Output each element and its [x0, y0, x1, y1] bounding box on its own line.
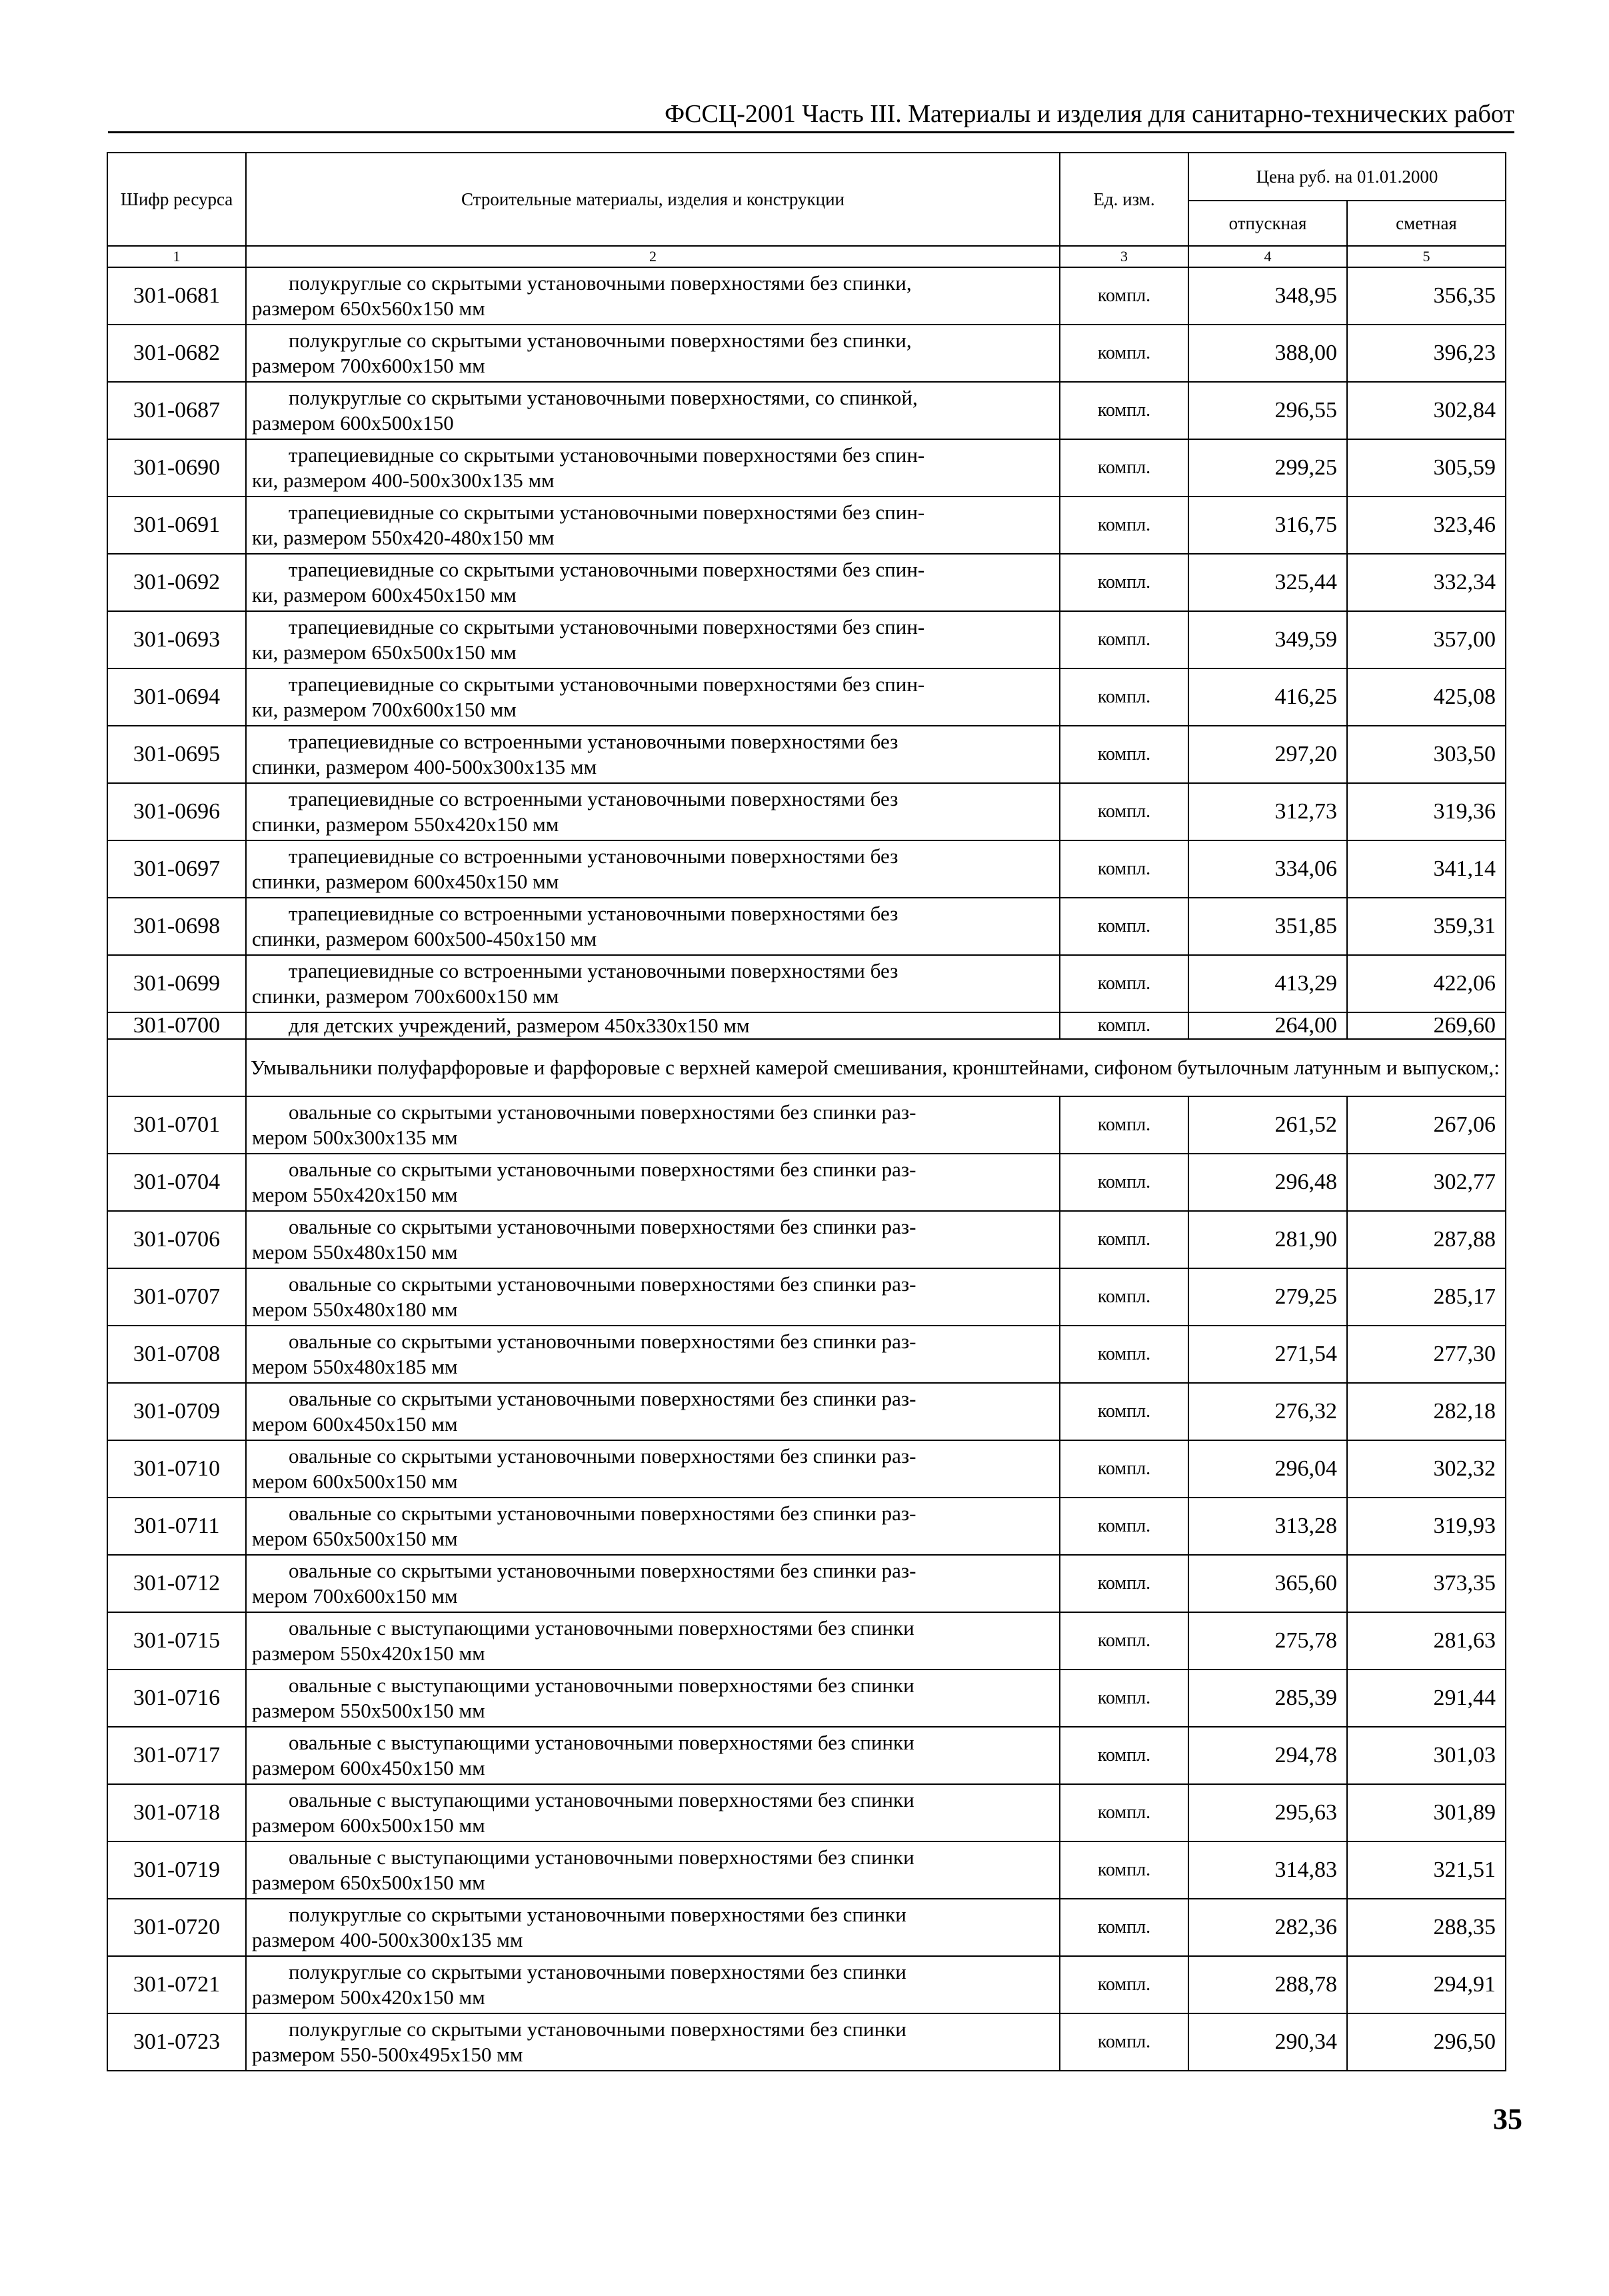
resource-code: 301-0681	[107, 267, 246, 325]
table-row	[107, 1154, 1506, 1211]
price-release-cell: 281,90	[1188, 1211, 1347, 1268]
unit-cell: компл.	[1060, 726, 1188, 783]
description-line: размером 600х450х150 мм	[252, 1756, 485, 1779]
resource-code: 301-0687	[107, 382, 246, 439]
description-line: мером 550х420х150 мм	[252, 1183, 458, 1206]
price-release-cell: 413,29	[1188, 955, 1347, 1012]
description-line: трапециевидные со встроенными установочными поверхностями без	[289, 959, 898, 982]
table-body-part2	[107, 1096, 1506, 2071]
table-row	[107, 1268, 1506, 1326]
description-line: трапециевидные со скрытыми установочными поверхностями без спин-	[289, 672, 925, 696]
description-line: мером 600х500х150 мм	[252, 1470, 458, 1493]
unit-cell: компл.	[1060, 611, 1188, 668]
resource-description	[246, 1555, 1060, 1612]
resource-code: 301-0696	[107, 783, 246, 840]
resource-code: 301-0693	[107, 611, 246, 668]
table-row	[107, 1555, 1506, 1612]
resource-description	[246, 1096, 1060, 1154]
unit-cell: компл.	[1060, 325, 1188, 382]
table-row	[107, 439, 1506, 497]
resource-code: 301-0682	[107, 325, 246, 382]
price-release-cell: 299,25	[1188, 439, 1347, 497]
unit-cell: компл.	[1060, 1670, 1188, 1727]
table-row	[107, 1899, 1506, 1956]
resource-description	[246, 898, 1060, 955]
resource-description	[246, 1899, 1060, 1956]
resource-code: 301-0697	[107, 840, 246, 898]
price-estimate-cell: 373,35	[1347, 1555, 1506, 1612]
resource-description	[246, 783, 1060, 840]
resource-description	[246, 1211, 1060, 1268]
description-line: спинки, размером 700х600х150 мм	[252, 984, 559, 1008]
resource-code: 301-0699	[107, 955, 246, 1012]
table-row	[107, 1498, 1506, 1555]
table-body-part1	[107, 267, 1506, 1012]
price-release-cell: 296,04	[1188, 1440, 1347, 1498]
price-estimate-cell: 359,31	[1347, 898, 1506, 955]
table-row	[107, 1612, 1506, 1670]
unit-cell: компл.	[1060, 1383, 1188, 1440]
resource-code: 301-0695	[107, 726, 246, 783]
description-line: полукруглые со скрытыми установочными поверхностями без спинки	[289, 2017, 906, 2041]
description-line: трапециевидные со скрытыми установочными поверхностями без спин-	[289, 443, 925, 467]
unit-cell: компл.	[1060, 1096, 1188, 1154]
description-line: мером 550х480х185 мм	[252, 1355, 458, 1378]
price-estimate-cell: 277,30	[1347, 1326, 1506, 1383]
resource-description	[246, 955, 1060, 1012]
description-line: овальные со скрытыми установочными поверхностями без спинки раз-	[289, 1330, 916, 1353]
unit-cell: компл.	[1060, 668, 1188, 726]
header-unit: Ед. изм.	[1060, 153, 1188, 246]
price-release-cell: 313,28	[1188, 1498, 1347, 1555]
price-release-cell: 297,20	[1188, 726, 1347, 783]
unit-cell: компл.	[1060, 267, 1188, 325]
page-number: 35	[1493, 2103, 1522, 2135]
column-number: 5	[1347, 246, 1506, 267]
resource-code: 301-0706	[107, 1211, 246, 1268]
price-estimate-cell: 305,59	[1347, 439, 1506, 497]
price-release-cell: 325,44	[1188, 554, 1347, 611]
description-line: овальные с выступающими установочными поверхностями без спинки	[289, 1731, 914, 1754]
resource-code: 301-0711	[107, 1498, 246, 1555]
resource-code: 301-0707	[107, 1268, 246, 1326]
resource-description	[246, 497, 1060, 554]
resource-description	[246, 2013, 1060, 2071]
unit-cell: компл.	[1060, 1727, 1188, 1784]
description-line: спинки, размером 600х450х150 мм	[252, 870, 559, 893]
description-line: мером 550х480х180 мм	[252, 1298, 458, 1321]
price-release-cell: 264,00	[1188, 1012, 1347, 1039]
price-estimate-cell: 302,84	[1347, 382, 1506, 439]
table-row	[107, 783, 1506, 840]
resource-code: 301-0716	[107, 1670, 246, 1727]
resource-description	[246, 267, 1060, 325]
group-code-empty	[107, 1039, 246, 1096]
header-price-estimate: сметная	[1347, 201, 1506, 246]
description-line: овальные со скрытыми установочными поверхностями без спинки раз-	[289, 1559, 916, 1582]
price-release-cell: 288,78	[1188, 1956, 1347, 2013]
price-estimate-cell: 288,35	[1347, 1899, 1506, 1956]
table-row	[107, 1440, 1506, 1498]
price-estimate-cell: 302,77	[1347, 1154, 1506, 1211]
table-row	[107, 955, 1506, 1012]
header-description: Строительные материалы, изделия и конструкции	[246, 153, 1060, 246]
description-line: размером 650х560х150 мм	[252, 297, 485, 320]
resource-description	[246, 1956, 1060, 2013]
price-release-cell: 279,25	[1188, 1268, 1347, 1326]
resource-description	[246, 554, 1060, 611]
description-line: спинки, размером 400-500х300х135 мм	[252, 755, 597, 778]
resource-description	[246, 1784, 1060, 1841]
unit-cell: компл.	[1060, 1498, 1188, 1555]
description-line: овальные со скрытыми установочными поверхностями без спинки раз-	[289, 1387, 916, 1410]
group-heading: Умывальники полуфарфоровые и фарфоровые с верхней камерой смешивания, кронштейнами, сифоном бутылочным латунным и выпуском,:	[246, 1039, 1506, 1096]
price-estimate-cell: 291,44	[1347, 1670, 1506, 1727]
description-line: овальные с выступающими установочными поверхностями без спинки	[289, 1845, 914, 1869]
price-release-cell: 351,85	[1188, 898, 1347, 955]
price-release-cell: 316,75	[1188, 497, 1347, 554]
price-estimate-cell: 321,51	[1347, 1841, 1506, 1899]
table-row	[107, 267, 1506, 325]
unit-cell: компл.	[1060, 1211, 1188, 1268]
unit-cell: компл.	[1060, 1440, 1188, 1498]
description-line: полукруглые со скрытыми установочными поверхностями без спинки	[289, 1960, 906, 1983]
table-row	[107, 497, 1506, 554]
table-row	[107, 840, 1506, 898]
unit-cell: компл.	[1060, 2013, 1188, 2071]
table-row	[107, 1326, 1506, 1383]
group-heading-row	[107, 1039, 1506, 1096]
resource-code: 301-0723	[107, 2013, 246, 2071]
resource-code: 301-0718	[107, 1784, 246, 1841]
description-line: ки, размером 600х450х150 мм	[252, 583, 517, 606]
table-row	[107, 1841, 1506, 1899]
price-estimate-cell: 294,91	[1347, 1956, 1506, 2013]
resource-description	[246, 726, 1060, 783]
description-line: размером 500х420х150 мм	[252, 1985, 485, 2009]
description-line: трапециевидные со встроенными установочными поверхностями без	[289, 787, 898, 810]
table-row	[107, 1383, 1506, 1440]
unit-cell: компл.	[1060, 1784, 1188, 1841]
resource-code: 301-0691	[107, 497, 246, 554]
unit-cell: компл.	[1060, 1154, 1188, 1211]
description-line: размером 650х500х150 мм	[252, 1871, 485, 1894]
resource-code: 301-0719	[107, 1841, 246, 1899]
resource-price-table	[107, 152, 1506, 2071]
unit-cell: компл.	[1060, 1555, 1188, 1612]
price-estimate-cell: 302,32	[1347, 1440, 1506, 1498]
unit-cell: компл.	[1060, 382, 1188, 439]
resource-description	[246, 382, 1060, 439]
price-release-cell: 296,55	[1188, 382, 1347, 439]
resource-description	[246, 1326, 1060, 1383]
description-line: размером 550х500х150 мм	[252, 1699, 485, 1722]
header-price-release: отпускная	[1188, 201, 1347, 246]
price-release-cell: 348,95	[1188, 267, 1347, 325]
description-line: мером 650х500х150 мм	[252, 1527, 458, 1550]
description-line: овальные со скрытыми установочными поверхностями без спинки раз-	[289, 1444, 916, 1468]
unit-cell: компл.	[1060, 1326, 1188, 1383]
unit-cell: компл.	[1060, 840, 1188, 898]
column-number: 4	[1188, 246, 1347, 267]
description-line: овальные со скрытыми установочными поверхностями без спинки раз-	[289, 1272, 916, 1296]
unit-cell: компл.	[1060, 554, 1188, 611]
table-row	[107, 2013, 1506, 2071]
resource-code: 301-0704	[107, 1154, 246, 1211]
header-code: Шифр ресурса	[107, 153, 246, 246]
price-release-cell: 271,54	[1188, 1326, 1347, 1383]
description-line: овальные со скрытыми установочными поверхностями без спинки раз-	[289, 1215, 916, 1238]
table-row	[107, 554, 1506, 611]
price-release-cell: 296,48	[1188, 1154, 1347, 1211]
resource-description	[246, 840, 1060, 898]
resource-description	[246, 668, 1060, 726]
price-estimate-cell: 422,06	[1347, 955, 1506, 1012]
description-line: размером 550-500х495х150 мм	[252, 2043, 523, 2066]
price-estimate-cell: 357,00	[1347, 611, 1506, 668]
description-line: спинки, размером 550х420х150 мм	[252, 812, 559, 836]
resource-description	[246, 1154, 1060, 1211]
description-line: для детских учреждений, размером 450х330х150 мм	[289, 1014, 750, 1037]
resource-code: 301-0709	[107, 1383, 246, 1440]
table-row	[107, 1784, 1506, 1841]
description-line: ки, размером 550х420-480х150 мм	[252, 526, 555, 549]
table-row	[107, 382, 1506, 439]
unit-cell: компл.	[1060, 1899, 1188, 1956]
price-estimate-cell: 396,23	[1347, 325, 1506, 382]
description-line: овальные с выступающими установочными поверхностями без спинки	[289, 1616, 914, 1640]
unit-cell: компл.	[1060, 1956, 1188, 2013]
resource-description	[246, 1841, 1060, 1899]
price-release-cell: 276,32	[1188, 1383, 1347, 1440]
table-row	[107, 1096, 1506, 1154]
description-line: ки, размером 650х500х150 мм	[252, 640, 517, 664]
price-estimate-cell: 287,88	[1347, 1211, 1506, 1268]
unit-cell: компл.	[1060, 497, 1188, 554]
unit-cell: компл.	[1060, 898, 1188, 955]
description-line: размером 600х500х150	[252, 411, 454, 435]
resource-code: 301-0708	[107, 1326, 246, 1383]
description-line: размером 700х600х150 мм	[252, 354, 485, 377]
unit-cell: компл.	[1060, 1268, 1188, 1326]
price-release-cell: 285,39	[1188, 1670, 1347, 1727]
description-line: трапециевидные со встроенными установочными поверхностями без	[289, 730, 898, 753]
resource-code: 301-0692	[107, 554, 246, 611]
table-row	[107, 668, 1506, 726]
price-release-cell: 294,78	[1188, 1727, 1347, 1784]
header-price-group: Цена руб. на 01.01.2000	[1188, 153, 1506, 201]
description-line: ки, размером 700х600х150 мм	[252, 698, 517, 721]
table-row	[107, 1211, 1506, 1268]
resource-code: 301-0721	[107, 1956, 246, 2013]
resource-code: 301-0700	[107, 1012, 246, 1039]
price-estimate-cell: 323,46	[1347, 497, 1506, 554]
unit-cell: компл.	[1060, 955, 1188, 1012]
resource-description	[246, 1383, 1060, 1440]
table-row	[107, 1012, 1506, 1039]
resource-code: 301-0710	[107, 1440, 246, 1498]
description-line: трапециевидные со встроенными установочными поверхностями без	[289, 844, 898, 868]
price-release-cell: 365,60	[1188, 1555, 1347, 1612]
description-line: мером 550х480х150 мм	[252, 1240, 458, 1264]
resource-code: 301-0690	[107, 439, 246, 497]
price-release-cell: 312,73	[1188, 783, 1347, 840]
price-estimate-cell: 285,17	[1347, 1268, 1506, 1326]
description-line: трапециевидные со скрытыми установочными поверхностями без спин-	[289, 615, 925, 638]
unit-cell: компл.	[1060, 783, 1188, 840]
table-row	[107, 1670, 1506, 1727]
resource-code: 301-0712	[107, 1555, 246, 1612]
description-line: полукруглые со скрытыми установочными поверхностями без спинки,	[289, 271, 912, 295]
price-estimate-cell: 332,34	[1347, 554, 1506, 611]
resource-code: 301-0717	[107, 1727, 246, 1784]
unit-cell: компл.	[1060, 1841, 1188, 1899]
resource-description	[246, 1498, 1060, 1555]
price-estimate-cell: 301,03	[1347, 1727, 1506, 1784]
resource-code: 301-0720	[107, 1899, 246, 1956]
description-line: трапециевидные со скрытыми установочными поверхностями без спин-	[289, 501, 925, 524]
description-line: трапециевидные со скрытыми установочными поверхностями без спин-	[289, 558, 925, 581]
table-row	[107, 1727, 1506, 1784]
price-release-cell: 261,52	[1188, 1096, 1347, 1154]
page-header: ФССЦ-2001 Часть III. Материалы и изделия для санитарно-технических работ	[108, 99, 1514, 133]
resource-code: 301-0694	[107, 668, 246, 726]
description-line: спинки, размером 600х500-450х150 мм	[252, 927, 597, 950]
price-estimate-cell: 296,50	[1347, 2013, 1506, 2071]
price-release-cell: 388,00	[1188, 325, 1347, 382]
resource-description	[246, 1012, 1060, 1039]
column-number: 1	[107, 246, 246, 267]
price-release-cell: 416,25	[1188, 668, 1347, 726]
description-line: мером 600х450х150 мм	[252, 1412, 458, 1436]
price-estimate-cell: 341,14	[1347, 840, 1506, 898]
description-line: трапециевидные со встроенными установочными поверхностями без	[289, 902, 898, 925]
table-row	[107, 325, 1506, 382]
price-release-cell: 334,06	[1188, 840, 1347, 898]
description-line: овальные со скрытыми установочными поверхностями без спинки раз-	[289, 1502, 916, 1525]
resource-description	[246, 325, 1060, 382]
column-number: 2	[246, 246, 1060, 267]
price-estimate-cell: 356,35	[1347, 267, 1506, 325]
description-line: размером 400-500х300х135 мм	[252, 1928, 523, 1951]
table-row	[107, 726, 1506, 783]
price-estimate-cell: 269,60	[1347, 1012, 1506, 1039]
resource-code: 301-0698	[107, 898, 246, 955]
price-estimate-cell: 267,06	[1347, 1096, 1506, 1154]
resource-description	[246, 611, 1060, 668]
unit-cell: компл.	[1060, 1612, 1188, 1670]
unit-cell: компл.	[1060, 1012, 1188, 1039]
table-row	[107, 898, 1506, 955]
resource-description	[246, 1268, 1060, 1326]
resource-description	[246, 439, 1060, 497]
table-row	[107, 1956, 1506, 2013]
description-line: мером 500х300х135 мм	[252, 1126, 458, 1149]
description-line: ки, размером 400-500х300х135 мм	[252, 469, 555, 492]
unit-cell: компл.	[1060, 439, 1188, 497]
price-estimate-cell: 282,18	[1347, 1383, 1506, 1440]
resource-description	[246, 1440, 1060, 1498]
price-release-cell: 282,36	[1188, 1899, 1347, 1956]
description-line: размером 600х500х150 мм	[252, 1813, 485, 1837]
resource-code: 301-0715	[107, 1612, 246, 1670]
resource-description	[246, 1670, 1060, 1727]
description-line: овальные со скрытыми установочными поверхностями без спинки раз-	[289, 1158, 916, 1181]
description-line: овальные со скрытыми установочными поверхностями без спинки раз-	[289, 1100, 916, 1124]
price-release-cell: 314,83	[1188, 1841, 1347, 1899]
table-body-single	[107, 1012, 1506, 1096]
price-release-cell: 349,59	[1188, 611, 1347, 668]
price-estimate-cell: 303,50	[1347, 726, 1506, 783]
description-line: овальные с выступающими установочными поверхностями без спинки	[289, 1788, 914, 1811]
price-estimate-cell: 319,93	[1347, 1498, 1506, 1555]
price-estimate-cell: 301,89	[1347, 1784, 1506, 1841]
table-row	[107, 611, 1506, 668]
description-line: полукруглые со скрытыми установочными поверхностями без спинки	[289, 1903, 906, 1926]
price-estimate-cell: 425,08	[1347, 668, 1506, 726]
description-line: овальные с выступающими установочными поверхностями без спинки	[289, 1674, 914, 1697]
resource-code: 301-0701	[107, 1096, 246, 1154]
price-release-cell: 275,78	[1188, 1612, 1347, 1670]
description-line: полукруглые со скрытыми установочными поверхностями без спинки,	[289, 329, 912, 352]
description-line: мером 700х600х150 мм	[252, 1584, 458, 1608]
description-line: размером 550х420х150 мм	[252, 1642, 485, 1665]
price-estimate-cell: 281,63	[1347, 1612, 1506, 1670]
price-release-cell: 295,63	[1188, 1784, 1347, 1841]
description-line: полукруглые со скрытыми установочными поверхностями, со спинкой,	[289, 386, 918, 409]
resource-description	[246, 1727, 1060, 1784]
price-estimate-cell: 319,36	[1347, 783, 1506, 840]
column-number: 3	[1060, 246, 1188, 267]
price-release-cell: 290,34	[1188, 2013, 1347, 2071]
resource-description	[246, 1612, 1060, 1670]
